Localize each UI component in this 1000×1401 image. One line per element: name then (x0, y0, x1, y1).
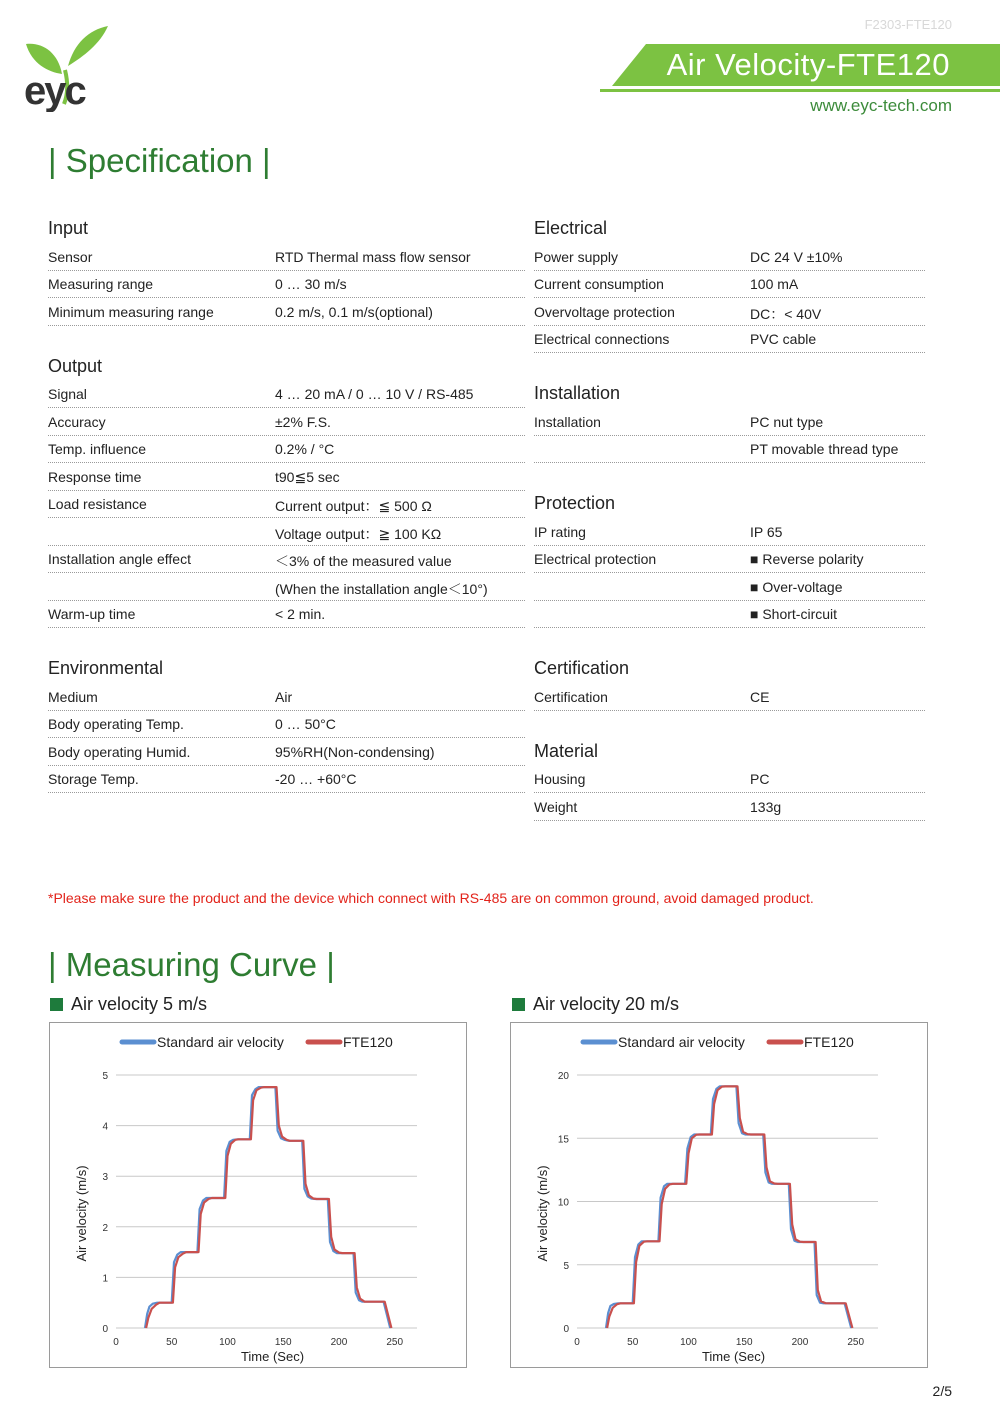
rs485-ground-warning: *Please make sure the product and the device which connect with RS-485 are on common ground, avoid damaged product. (48, 890, 814, 906)
eyc-logo (22, 22, 122, 112)
spec-row: Measuring range 0 … 30 m/s (48, 270, 525, 298)
spec-row: Voltage output：≧ 100 KΩ (48, 518, 525, 546)
chart-heading-20ms: Air velocity 20 m/s (512, 993, 679, 1015)
legend-label: Standard air velocity (618, 1034, 745, 1050)
banner-underline (600, 89, 1000, 92)
group-title-output: Output (48, 356, 103, 376)
spec-row: Current consumption 100 mA (534, 270, 925, 298)
group-title-environmental: Environmental (48, 658, 164, 678)
spec-row: Installation PC nut type (534, 408, 925, 436)
x-tick-label: 0 (113, 1337, 119, 1348)
series-line-standard (145, 1087, 390, 1328)
y-tick-label: 2 (102, 1222, 108, 1234)
y-tick-label: 15 (557, 1134, 569, 1146)
y-tick-label: 5 (563, 1260, 569, 1272)
spec-row: Power supply DC 24 V ±10% (534, 243, 925, 271)
y-tick-label: 4 (102, 1121, 108, 1133)
spec-row: Overvoltage protection DC：< 40V (534, 298, 925, 326)
y-tick-label: 0 (563, 1324, 569, 1335)
group-title-protection: Protection (534, 493, 616, 513)
group-title-material: Material (534, 741, 599, 761)
y-tick-label: 5 (102, 1071, 108, 1082)
y-tick-label: 20 (557, 1071, 569, 1082)
green-square-icon (50, 998, 63, 1011)
measuring-curve-title-text: Measuring Curve (65, 946, 318, 983)
x-tick-label: 150 (735, 1337, 753, 1348)
x-tick-label: 200 (330, 1337, 348, 1348)
x-tick-label: 50 (166, 1337, 178, 1348)
group-title-installation: Installation (534, 383, 621, 403)
spec-row: Body operating Temp. 0 … 50°C (48, 710, 525, 738)
specification-title: | Specification | (48, 142, 271, 179)
website-link[interactable]: www.eyc-tech.com (810, 96, 952, 115)
x-axis-label: Time (Sec) (701, 1349, 766, 1364)
chart-5ms (49, 1022, 467, 1368)
spec-row: ■ Over-voltage (534, 573, 925, 601)
x-tick-label: 250 (847, 1337, 865, 1348)
x-tick-label: 0 (574, 1337, 580, 1348)
spec-row: Installation angle effect ＜3% of the measured value (48, 545, 525, 573)
spec-row: Signal 4 … 20 mA / 0 … 10 V / RS-485 (48, 380, 525, 408)
chart-heading-5ms: Air velocity 5 m/s (50, 993, 207, 1015)
spec-row: Accuracy ±2% F.S. (48, 408, 525, 436)
chart-20ms (510, 1022, 928, 1368)
x-tick-label: 100 (219, 1337, 236, 1348)
spec-row: Body operating Humid. 95%RH(Non-condensing) (48, 738, 525, 766)
spec-row: Electrical protection ■ Reverse polarity (534, 545, 925, 573)
x-tick-label: 250 (386, 1337, 404, 1348)
y-tick-label: 0 (102, 1324, 108, 1335)
green-square-icon (512, 998, 525, 1011)
logo-leaf-right-icon (68, 26, 108, 66)
specification-title-text: Specification (65, 142, 253, 179)
group-title-certification: Certification (534, 658, 630, 678)
spec-row: Weight 133g (534, 793, 925, 821)
x-tick-label: 50 (627, 1337, 639, 1348)
series-line-standard (606, 1086, 851, 1328)
y-tick-label: 10 (557, 1197, 569, 1209)
legend-label: FTE120 (343, 1034, 393, 1050)
group-title-input: Input (48, 218, 89, 238)
spec-row: Response time t90≦5 sec (48, 463, 525, 491)
spec-row: Minimum measuring range 0.2 m/s, 0.1 m/s(optional) (48, 298, 525, 326)
spec-row: (When the installation angle＜10°) (48, 573, 525, 601)
spec-row: IP rating IP 65 (534, 518, 925, 546)
spec-row: Temp. influence 0.2% / °C (48, 435, 525, 463)
spec-row: ■ Short-circuit (534, 600, 925, 628)
x-tick-label: 150 (274, 1337, 292, 1348)
y-axis-label: Air velocity (m/s) (74, 1165, 89, 1262)
spec-row: Storage Temp. -20 … +60°C (48, 765, 525, 793)
logo-text: eyc (24, 69, 85, 112)
spec-row: Certification CE (534, 683, 925, 711)
x-tick-label: 100 (680, 1337, 697, 1348)
product-title: Air Velocity-FTE120 (666, 47, 950, 82)
chart-20ms-svg (511, 1023, 927, 1367)
chart-5ms-svg (50, 1023, 466, 1367)
y-axis-label: Air velocity (m/s) (535, 1165, 550, 1262)
x-axis-label: Time (Sec) (240, 1349, 305, 1364)
page-number: 2/5 (932, 1383, 952, 1399)
spec-row: Housing PC (534, 765, 925, 793)
spec-row: Sensor RTD Thermal mass flow sensor (48, 243, 525, 271)
measuring-curve-title: | Measuring Curve | (48, 946, 335, 983)
legend-label: FTE120 (804, 1034, 854, 1050)
spec-row: Warm-up time < 2 min. (48, 600, 525, 628)
spec-row: Load resistance Current output：≦ 500 Ω (48, 490, 525, 518)
group-title-electrical: Electrical (534, 218, 608, 238)
spec-row: Electrical connections PVC cable (534, 325, 925, 353)
spec-row: Medium Air (48, 683, 525, 711)
y-tick-label: 3 (102, 1172, 108, 1184)
legend-label: Standard air velocity (157, 1034, 284, 1050)
y-tick-label: 1 (102, 1273, 108, 1285)
document-code: F2303-FTE120 (864, 17, 952, 32)
x-tick-label: 200 (791, 1337, 809, 1348)
spec-row: PT movable thread type (534, 435, 925, 463)
